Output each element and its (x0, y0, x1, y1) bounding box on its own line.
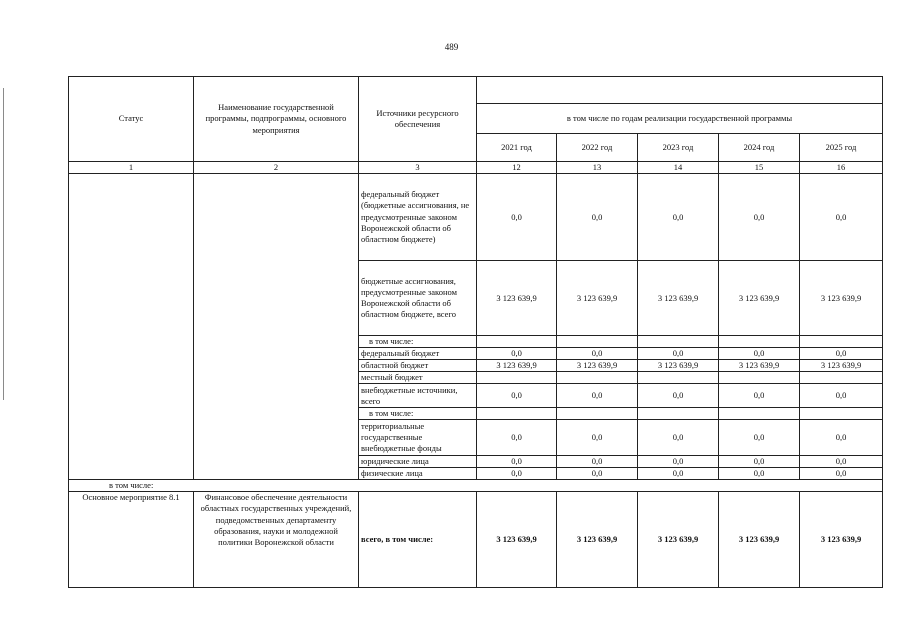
header-status: Статус (69, 77, 194, 162)
value-cell: 0,0 (557, 348, 638, 360)
activity-value: 3 123 639,9 (557, 492, 638, 588)
value-cell: 0,0 (800, 456, 883, 468)
column-number: 15 (719, 162, 800, 174)
value-cell: 0,0 (557, 468, 638, 480)
value-cell: 0,0 (477, 174, 557, 261)
table-row (69, 174, 883, 261)
value-cell (477, 336, 557, 348)
value-cell: 3 123 639,9 (477, 261, 557, 336)
column-number: 16 (800, 162, 883, 174)
value-cell: 0,0 (477, 384, 557, 408)
activity-value: 3 123 639,9 (719, 492, 800, 588)
value-cell (638, 372, 719, 384)
column-number: 1 (69, 162, 194, 174)
value-cell: 3 123 639,9 (719, 360, 800, 372)
value-cell: 0,0 (477, 348, 557, 360)
value-cell: 0,0 (557, 456, 638, 468)
table-row (69, 480, 883, 492)
activity-name: Финансовое обеспечение деятельности областных государственных учреждений, подведомственных департаменту образования, науки и молодежной политики Воронежской области (194, 492, 359, 588)
resource-table (68, 76, 883, 588)
value-cell: 3 123 639,9 (800, 360, 883, 372)
value-cell: 0,0 (800, 468, 883, 480)
value-cell: 3 123 639,9 (557, 261, 638, 336)
value-cell: 0,0 (638, 174, 719, 261)
value-cell: 0,0 (638, 384, 719, 408)
value-cell (557, 372, 638, 384)
source-label: в том числе: (359, 336, 477, 348)
value-cell (557, 336, 638, 348)
source-label: федеральный бюджет (бюджетные ассигнования, не предусмотренные законом Воронежской области об областном бюджете) (359, 174, 477, 261)
source-label: в том числе: (359, 408, 477, 420)
header-source: Источники ресурсного обеспечения (359, 77, 477, 162)
value-cell (477, 372, 557, 384)
value-cell (638, 336, 719, 348)
value-cell (557, 408, 638, 420)
value-cell: 0,0 (719, 384, 800, 408)
value-cell (719, 336, 800, 348)
column-number: 12 (477, 162, 557, 174)
value-cell (719, 372, 800, 384)
value-cell: 3 123 639,9 (719, 261, 800, 336)
value-cell (800, 336, 883, 348)
value-cell: 0,0 (719, 456, 800, 468)
value-cell (800, 408, 883, 420)
source-label: физические лица (359, 468, 477, 480)
page-number: 489 (444, 42, 459, 52)
activity-row (69, 492, 883, 588)
source-label: бюджетные ассигнования, предусмотренные законом Воронежской области об областном бюджете, всего (359, 261, 477, 336)
column-number: 13 (557, 162, 638, 174)
value-cell: 3 123 639,9 (638, 360, 719, 372)
column-number: 2 (194, 162, 359, 174)
value-cell: 3 123 639,9 (638, 261, 719, 336)
header-year: 2022 год (557, 134, 638, 162)
source-label: местный бюджет (359, 372, 477, 384)
header-year: 2023 год (638, 134, 719, 162)
source-label: федеральный бюджет (359, 348, 477, 360)
value-cell: 0,0 (638, 420, 719, 456)
value-cell: 0,0 (638, 348, 719, 360)
source-label: областной бюджет (359, 360, 477, 372)
value-cell: 0,0 (477, 456, 557, 468)
status-cell-empty (69, 174, 194, 480)
header-year: 2024 год (719, 134, 800, 162)
value-cell: 3 123 639,9 (477, 360, 557, 372)
activity-value: 3 123 639,9 (638, 492, 719, 588)
value-cell (477, 408, 557, 420)
value-cell: 0,0 (800, 384, 883, 408)
value-cell: 0,0 (719, 174, 800, 261)
scan-edge-line (3, 88, 4, 400)
activity-source: всего, в том числе: (359, 492, 477, 588)
header-year: 2025 год (800, 134, 883, 162)
column-number: 3 (359, 162, 477, 174)
in-that-number-label: в том числе: (69, 480, 883, 492)
value-cell: 0,0 (557, 174, 638, 261)
activity-status: Основное мероприятие 8.1 (69, 492, 194, 588)
value-cell: 0,0 (638, 468, 719, 480)
name-cell-empty (194, 174, 359, 480)
header-year: 2021 год (477, 134, 557, 162)
value-cell: 3 123 639,9 (800, 261, 883, 336)
value-cell: 0,0 (557, 384, 638, 408)
value-cell (719, 408, 800, 420)
activity-value: 3 123 639,9 (477, 492, 557, 588)
value-cell: 0,0 (638, 456, 719, 468)
value-cell: 3 123 639,9 (557, 360, 638, 372)
source-label: внебюджетные источники, всего (359, 384, 477, 408)
value-cell: 0,0 (800, 174, 883, 261)
header-years-caption: в том числе по годам реализации государственной программы (477, 104, 883, 134)
value-cell: 0,0 (800, 348, 883, 360)
value-cell: 0,0 (800, 420, 883, 456)
activity-value: 3 123 639,9 (800, 492, 883, 588)
value-cell: 0,0 (477, 468, 557, 480)
column-number: 14 (638, 162, 719, 174)
value-cell: 0,0 (477, 420, 557, 456)
source-label: территориальные государственные внебюджетные фонды (359, 420, 477, 456)
header-name: Наименование государственной программы, подпрограммы, основного мероприятия (194, 77, 359, 162)
value-cell: 0,0 (557, 420, 638, 456)
value-cell (800, 372, 883, 384)
header-empty-band (477, 77, 883, 104)
value-cell: 0,0 (719, 468, 800, 480)
value-cell: 0,0 (719, 420, 800, 456)
source-label: юридические лица (359, 456, 477, 468)
value-cell (638, 408, 719, 420)
value-cell: 0,0 (719, 348, 800, 360)
